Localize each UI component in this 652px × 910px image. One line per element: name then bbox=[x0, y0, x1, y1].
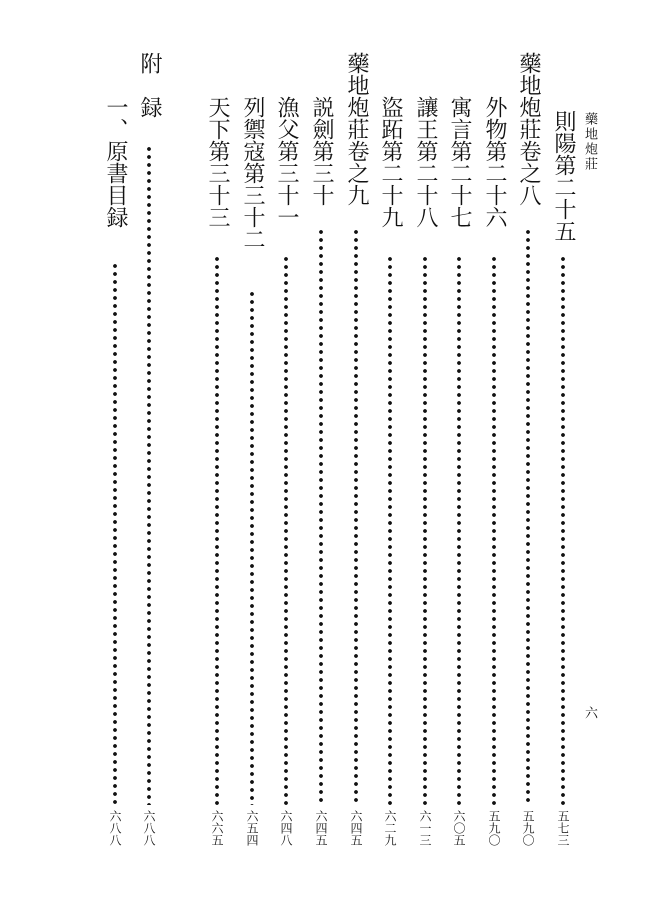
toc-entry-page: 五七三 bbox=[556, 810, 570, 846]
toc-entry-page: 六四五 bbox=[314, 810, 328, 846]
toc-volume-heading bbox=[341, 0, 371, 910]
toc-entry bbox=[375, 0, 405, 910]
toc-entry-title: 讓王第二十八 bbox=[413, 96, 438, 228]
toc-entry-page: 六八八 bbox=[108, 810, 122, 846]
toc-entry-page: 五九〇 bbox=[521, 810, 535, 846]
toc-entry-page: 六二九 bbox=[383, 810, 397, 846]
toc-entry-title: 天下第三十三 bbox=[205, 96, 230, 228]
toc-entry bbox=[410, 0, 440, 910]
dot-leader bbox=[354, 228, 358, 805]
dot-leader bbox=[319, 228, 323, 805]
toc-entry-page: 六四八 bbox=[279, 810, 293, 846]
dot-leader bbox=[561, 255, 565, 805]
dot-leader bbox=[423, 255, 427, 805]
toc-entry-title: 藥地炮莊卷之八 bbox=[516, 52, 541, 206]
dot-leader bbox=[250, 290, 254, 805]
toc-entry bbox=[444, 0, 474, 910]
toc-entry-title: 附 録 bbox=[137, 52, 162, 118]
toc-entry bbox=[306, 0, 336, 910]
dot-leader bbox=[457, 255, 461, 805]
toc-entry bbox=[271, 0, 301, 910]
toc-entry-page: 六一三 bbox=[418, 810, 432, 846]
toc-entry-title: 外物第二十六 bbox=[482, 96, 507, 228]
dot-leader bbox=[147, 145, 151, 805]
toc-entry-title: 藥地炮莊卷之九 bbox=[344, 52, 369, 206]
toc-volume-heading bbox=[513, 0, 543, 910]
toc-entry-page: 六四五 bbox=[349, 810, 363, 846]
dot-leader bbox=[388, 255, 392, 805]
toc-entry-page: 六五四 bbox=[245, 810, 259, 846]
toc-entry bbox=[100, 0, 130, 910]
appendix-heading bbox=[134, 0, 164, 910]
toc-entry-page: 五九〇 bbox=[487, 810, 501, 846]
dot-leader bbox=[215, 255, 219, 805]
toc-entry-title: 説劍第三十 bbox=[309, 96, 334, 206]
toc-entry bbox=[237, 0, 267, 910]
running-head: 藥地炮莊 bbox=[582, 112, 597, 172]
toc-entry bbox=[548, 0, 578, 910]
toc-entry-title: 列禦寇第三十二 bbox=[240, 96, 265, 250]
toc-entry-page: 六〇五 bbox=[452, 810, 466, 846]
toc-entry-page: 六六五 bbox=[210, 810, 224, 846]
toc-entry-title: 漁父第三十一 bbox=[274, 96, 299, 228]
toc-entry-title: 一、原書目録 bbox=[103, 96, 128, 228]
toc-entry-page: 六八八 bbox=[142, 810, 156, 846]
toc-entry-title: 則陽第二十五 bbox=[551, 110, 576, 242]
toc-entry bbox=[479, 0, 509, 910]
page-number: 六 bbox=[582, 706, 597, 719]
toc-entry bbox=[202, 0, 232, 910]
toc-entry-title: 盜跖第二十九 bbox=[378, 96, 403, 228]
dot-leader bbox=[284, 255, 288, 805]
toc-entry-title: 寓言第二十七 bbox=[447, 96, 472, 228]
dot-leader bbox=[526, 228, 530, 805]
dot-leader bbox=[113, 262, 117, 805]
dot-leader bbox=[492, 255, 496, 805]
